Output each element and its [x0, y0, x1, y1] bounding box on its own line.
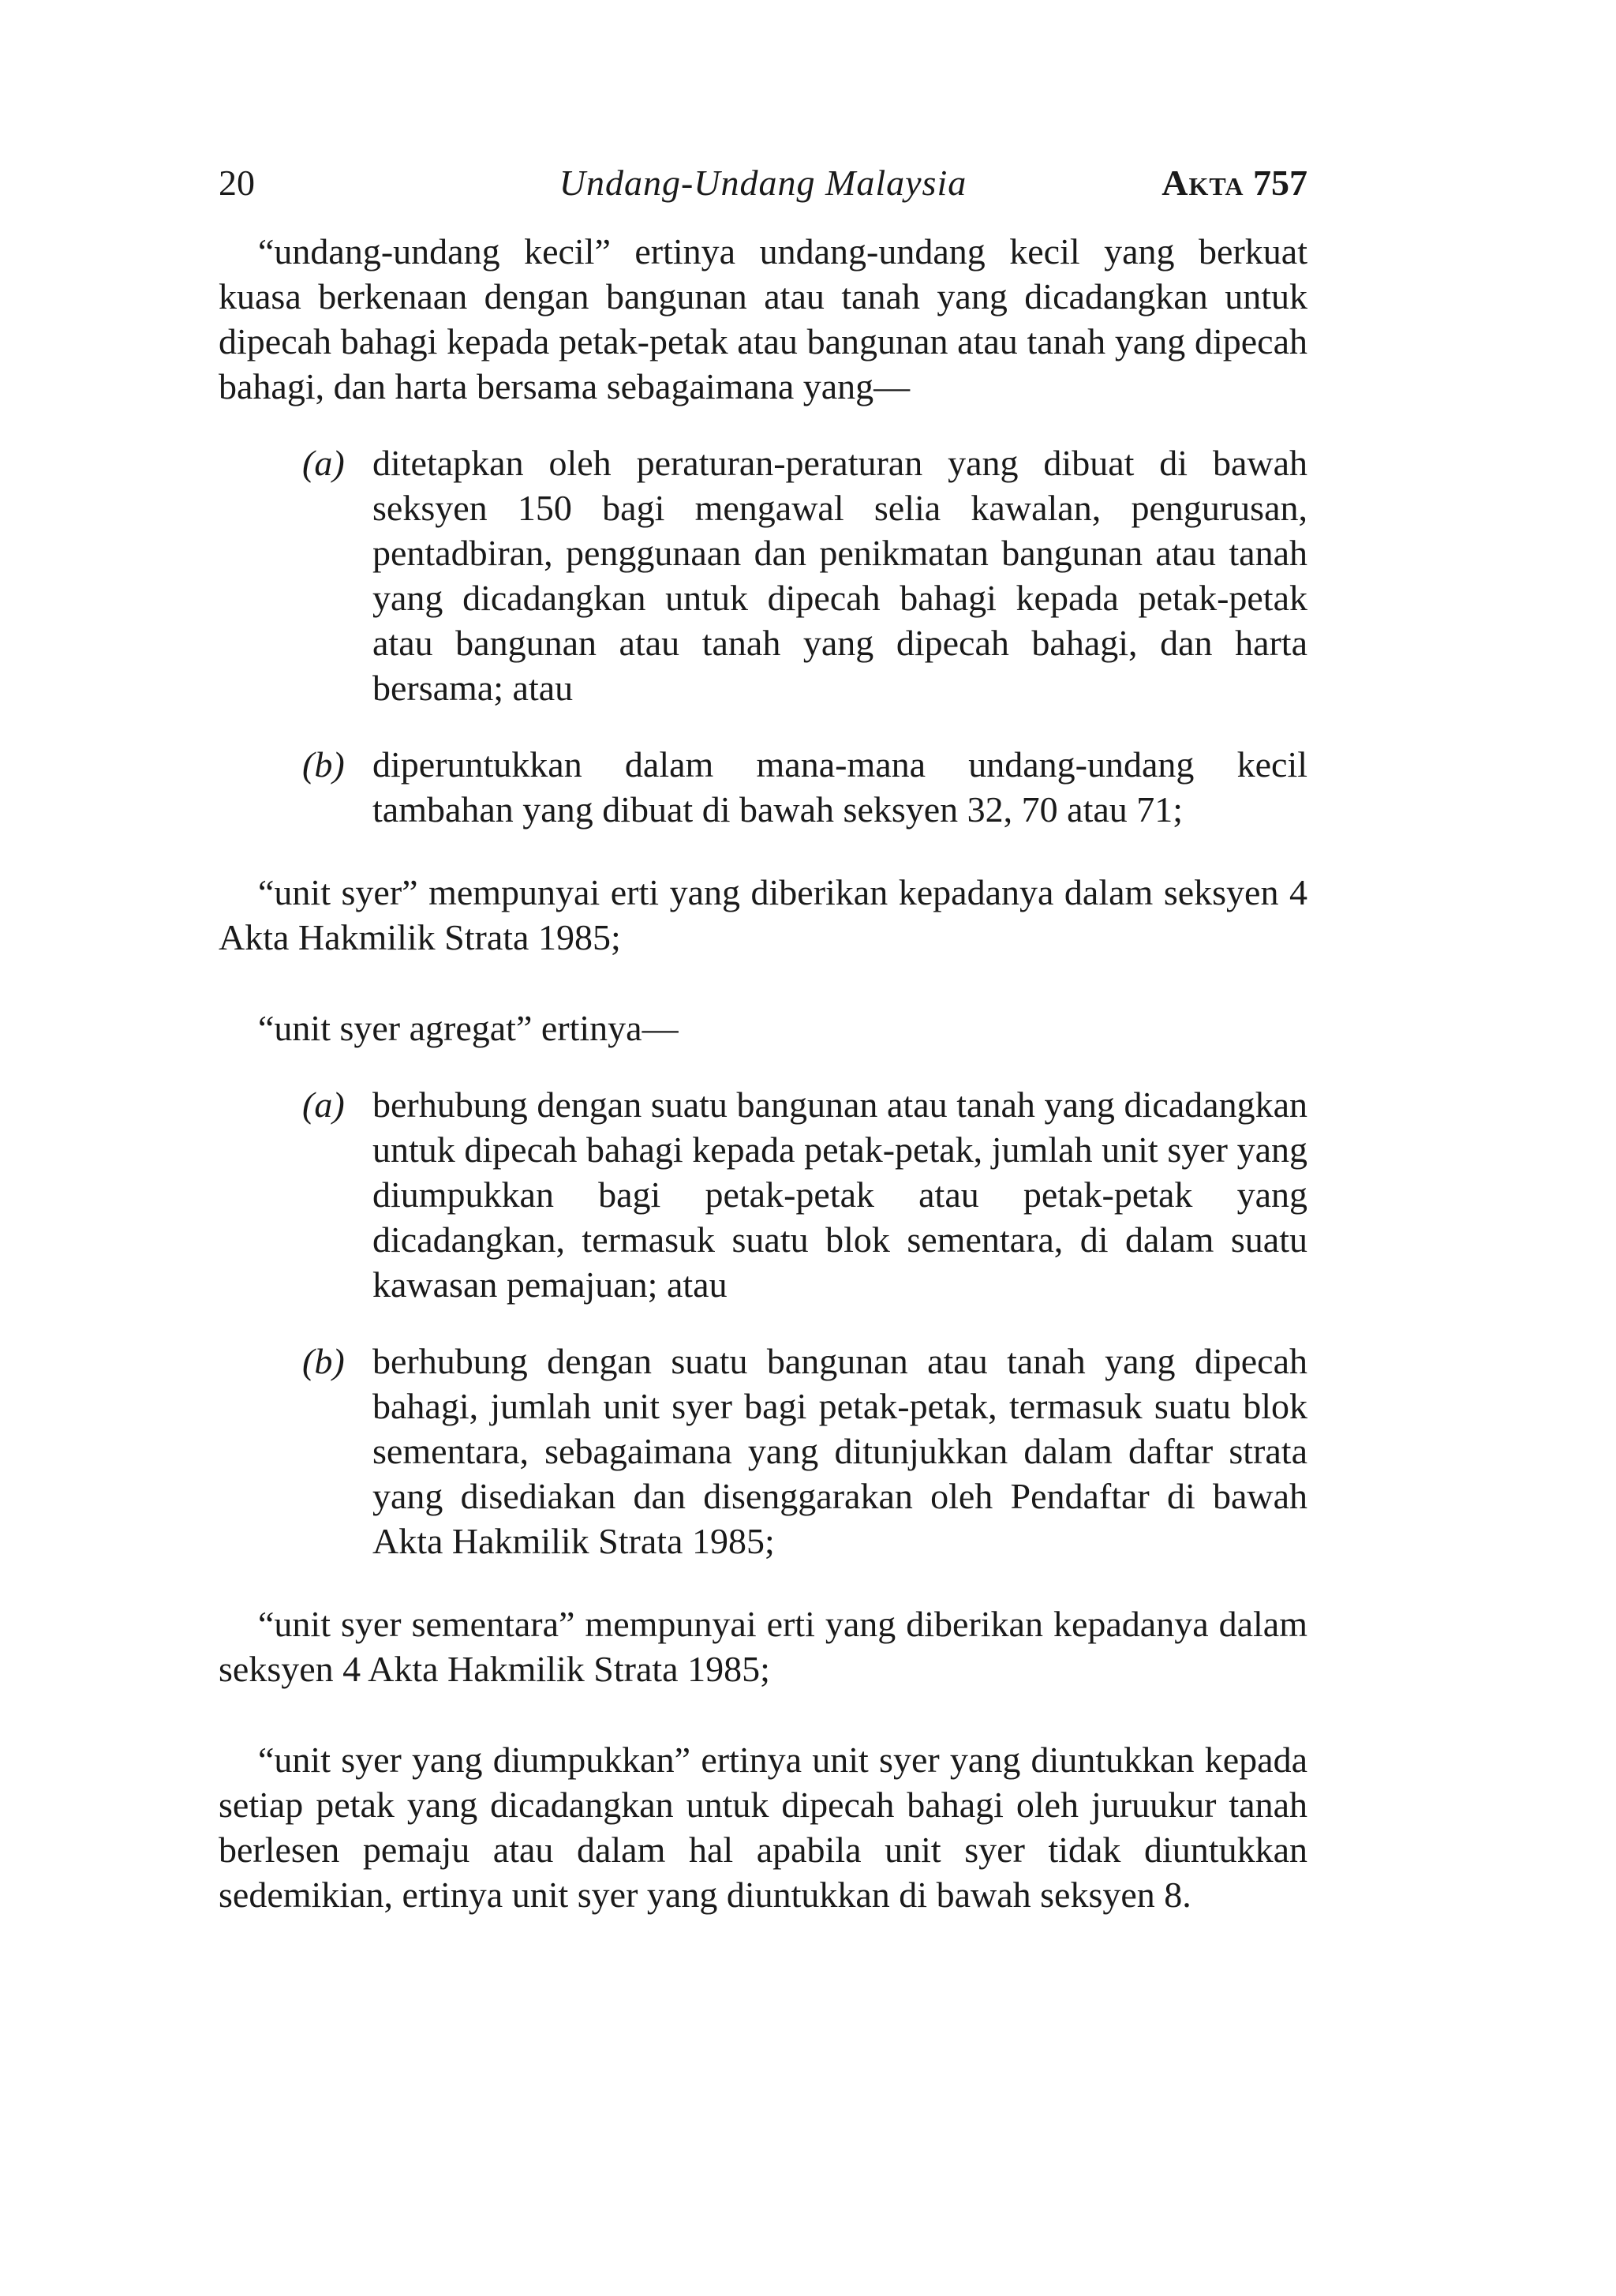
document-page	[219, 0, 1307, 2296]
paragraph-text: berhubung dengan suatu bangunan atau tanah yang dicadangkan untuk dipecah bahagi kepada petak-petak, jumlah unit syer yang diumpukkan bagi petak-petak atau petak-petak yang dicadangkan, termasuk suatu blok sementara, di dalam suatu kawasan pemajuan; atau	[372, 1084, 1307, 1305]
paragraph-item	[219, 742, 1307, 832]
act-label	[1162, 158, 1307, 208]
paragraph-item	[219, 440, 1307, 710]
paragraph-list-undang-undang-kecil	[219, 440, 1307, 832]
paragraph-text: ditetapkan oleh peraturan-peraturan yang dibuat di bawah seksyen 150 bagi mengawal selia kawalan, pengurusan, pentadbiran, penggunaan dan penikmatan bangunan atau tanah yang dicadangkan untuk dipecah bahagi kepada petak-petak atau bangunan atau tanah yang dipecah bahagi, dan harta bersama; atau	[372, 443, 1307, 708]
paragraph-marker: (b)	[302, 1341, 345, 1381]
page-number: 20	[219, 163, 255, 203]
paragraph-item	[219, 1082, 1307, 1307]
definition-unit-syer: “unit syer” mempunyai erti yang diberikan kepadanya dalam seksyen 4 Akta Hakmilik Strata 1985;	[219, 872, 1307, 957]
definition-undang-undang-kecil: “undang-undang kecil” ertinya undang-undang kecil yang berkuat kuasa berkenaan dengan bangunan atau tanah yang dicadangkan untuk dipecah bahagi kepada petak-petak atau bangunan atau tanah yang dipecah bahagi, dan harta bersama sebagaimana yang—	[219, 231, 1307, 406]
paragraph-item	[219, 1339, 1307, 1564]
definition-unit-syer-yang-diumpukkan: “unit syer yang diumpukkan” ertinya unit syer yang diuntukkan kepada setiap petak yang dicadangkan untuk dipecah bahagi oleh juruukur tanah berlesen pemaju atau dalam hal apabila unit syer tidak diuntukkan sedemikian, ertinya unit syer yang diuntukkan di bawah seksyen 8.	[219, 1740, 1307, 1915]
document-body	[219, 229, 1307, 1917]
act-number: 757	[1253, 163, 1307, 203]
paragraph-marker: (a)	[302, 1084, 345, 1125]
paragraph-text: diperuntukkan dalam mana-mana undang-undang kecil tambahan yang dibuat di bawah seksyen 32, 70 atau 71;	[372, 744, 1307, 830]
running-title: Undang-Undang Malaysia	[559, 163, 967, 203]
paragraph-list-unit-syer-agregat	[219, 1082, 1307, 1564]
definition-unit-syer-sementara: “unit syer sementara” mempunyai erti yang diberikan kepadanya dalam seksyen 4 Akta Hakmilik Strata 1985;	[219, 1604, 1307, 1689]
paragraph-marker: (a)	[302, 443, 345, 483]
paragraph-marker: (b)	[302, 744, 345, 785]
running-header	[219, 158, 1307, 208]
definition-unit-syer-agregat: “unit syer agregat” ertinya—	[258, 1008, 679, 1048]
paragraph-text: berhubung dengan suatu bangunan atau tanah yang dipecah bahagi, jumlah unit syer bagi petak-petak, termasuk suatu blok sementara, sebagaimana yang ditunjukkan dalam daftar strata yang disediakan dan disenggarakan oleh Pendaftar di bawah Akta Hakmilik Strata 1985;	[372, 1341, 1307, 1561]
act-word: Akta	[1162, 163, 1244, 203]
